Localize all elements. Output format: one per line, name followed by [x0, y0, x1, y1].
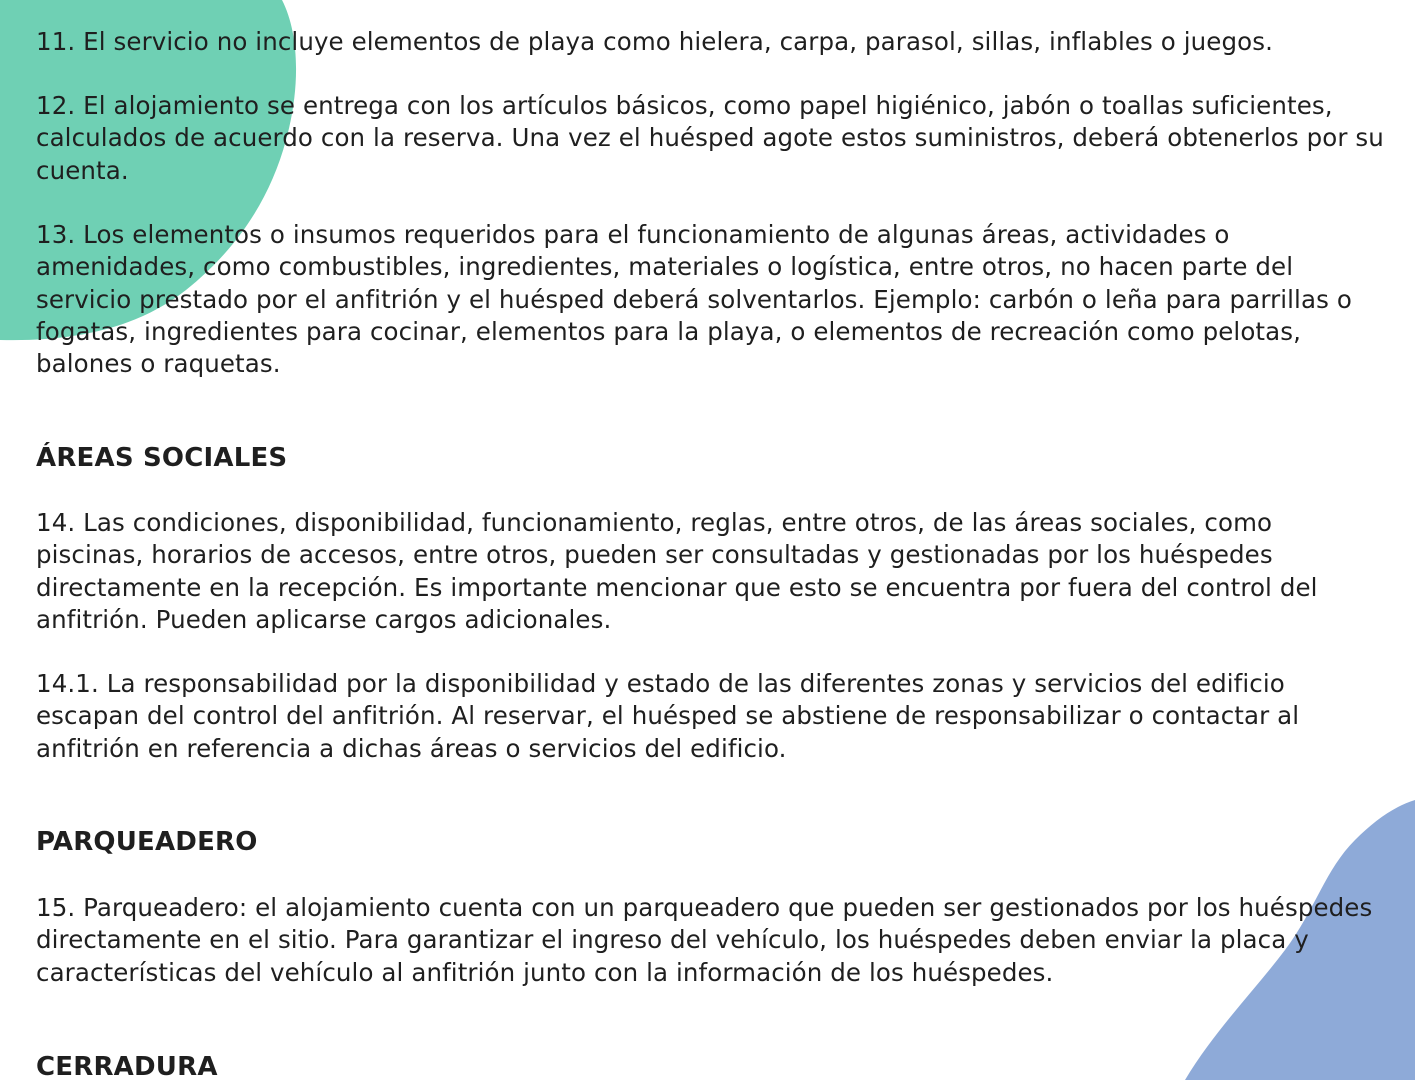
clause-14: 14. Las condiciones, disponibilidad, funcionamiento, reglas, entre otros, de las áreas sociales, como piscinas, horarios de accesos, entre otros, pueden ser consultadas y gestionadas por los huéspedes directamente en la recepción. Es importante mencionar que esto se encuentra por fuera del control del anfitrión. Pueden aplicarse cargos adicionales.	[36, 508, 1318, 634]
heading-parqueadero: PARQUEADERO	[36, 827, 258, 857]
clause-14-1: 14.1. La responsabilidad por la disponibilidad y estado de las diferentes zonas y servicios del edificio escapan del control del anfitrión. Al reservar, el huésped se abstiene de responsabilizar o contactar al anfitrión en referencia a dichas áreas o servicios del edificio.	[36, 669, 1300, 763]
clause-13: 13. Los elementos o insumos requeridos para el funcionamiento de algunas áreas, actividades o amenidades, como combustibles, ingredientes, materiales o logística, entre otros, no hacen parte del servicio prestado por el anfitrión y el huésped deberá solventarlos. Ejemplo: carbón o leña para parrillas o fogatas, ingredientes para cocinar, elementos para la playa, o elementos de recreación como pelotas, balones o raquetas.	[36, 220, 1352, 379]
heading-cerradura: CERRADURA	[36, 1052, 218, 1082]
heading-areas-sociales: ÁREAS SOCIALES	[36, 443, 288, 473]
clause-15: 15. Parqueadero: el alojamiento cuenta con un parqueadero que pueden ser gestionados por los huéspedes directamente en el sitio. Para garantizar el ingreso del vehículo, los huéspedes deben enviar la placa y características del vehículo al anfitrión junto con la información de los huéspedes.	[36, 893, 1373, 987]
clause-11: 11. El servicio no incluye elementos de playa como hielera, carpa, parasol, sillas, inflables o juegos.	[36, 27, 1273, 56]
clause-12: 12. El alojamiento se entrega con los artículos básicos, como papel higiénico, jabón o toallas suficientes, calculados de acuerdo con la reserva. Una vez el huésped agote estos suministros, deberá obtenerlos por su cuenta.	[36, 91, 1384, 185]
